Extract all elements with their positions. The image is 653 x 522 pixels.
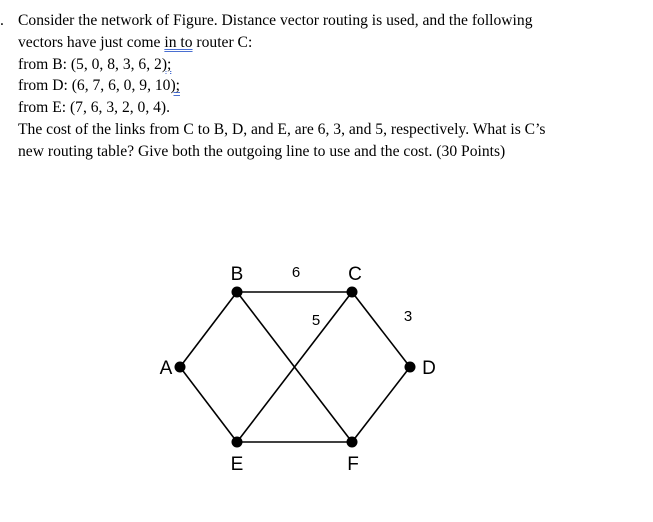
link-a-b xyxy=(180,292,237,367)
node-e xyxy=(232,437,243,448)
node-label-b: B xyxy=(230,264,244,285)
link-a-e xyxy=(180,367,237,442)
question-line-2: vectors have just come in to router C: xyxy=(18,33,253,51)
vector-from-d: from D: (6, 7, 6, 0, 9, 10); xyxy=(18,77,180,95)
cost-label-b-c: 6 xyxy=(291,264,301,281)
cost-label-c-d: 3 xyxy=(403,308,413,325)
node-b xyxy=(232,287,243,298)
link-c-d xyxy=(352,292,413,367)
grammar-mark: ); xyxy=(170,77,180,95)
link-d-f xyxy=(352,367,410,442)
node-a xyxy=(175,362,186,373)
node-label-d: D xyxy=(422,358,436,379)
node-label-f: F xyxy=(347,454,359,475)
vector-from-b: from B: (5, 0, 8, 3, 6, 2); xyxy=(18,55,172,73)
node-label-c: C xyxy=(348,264,362,285)
node-label-e: E xyxy=(230,454,244,475)
cost-label-c-e: 5 xyxy=(311,312,321,329)
grammar-mark: ); xyxy=(161,55,172,73)
question-line-7: new routing table? Give both the outgoing line to use and the cost. (30 Points) xyxy=(18,142,506,160)
question-line-1: . Consider the network of Figure. Distance vector routing is used, and the following xyxy=(0,10,640,32)
network-links xyxy=(180,292,413,442)
node-f xyxy=(347,437,358,448)
grammar-mark: in to xyxy=(164,33,193,51)
node-label-a: A xyxy=(159,358,173,379)
node-d xyxy=(405,362,416,373)
question-marker: . xyxy=(0,12,4,29)
question-line-6: The cost of the links from C to B, D, and E, are 6, 3, and 5, respectively. What is C’s xyxy=(18,120,546,138)
node-c xyxy=(347,287,358,298)
vector-from-e: from E: (7, 6, 3, 2, 0, 4). xyxy=(18,99,171,117)
